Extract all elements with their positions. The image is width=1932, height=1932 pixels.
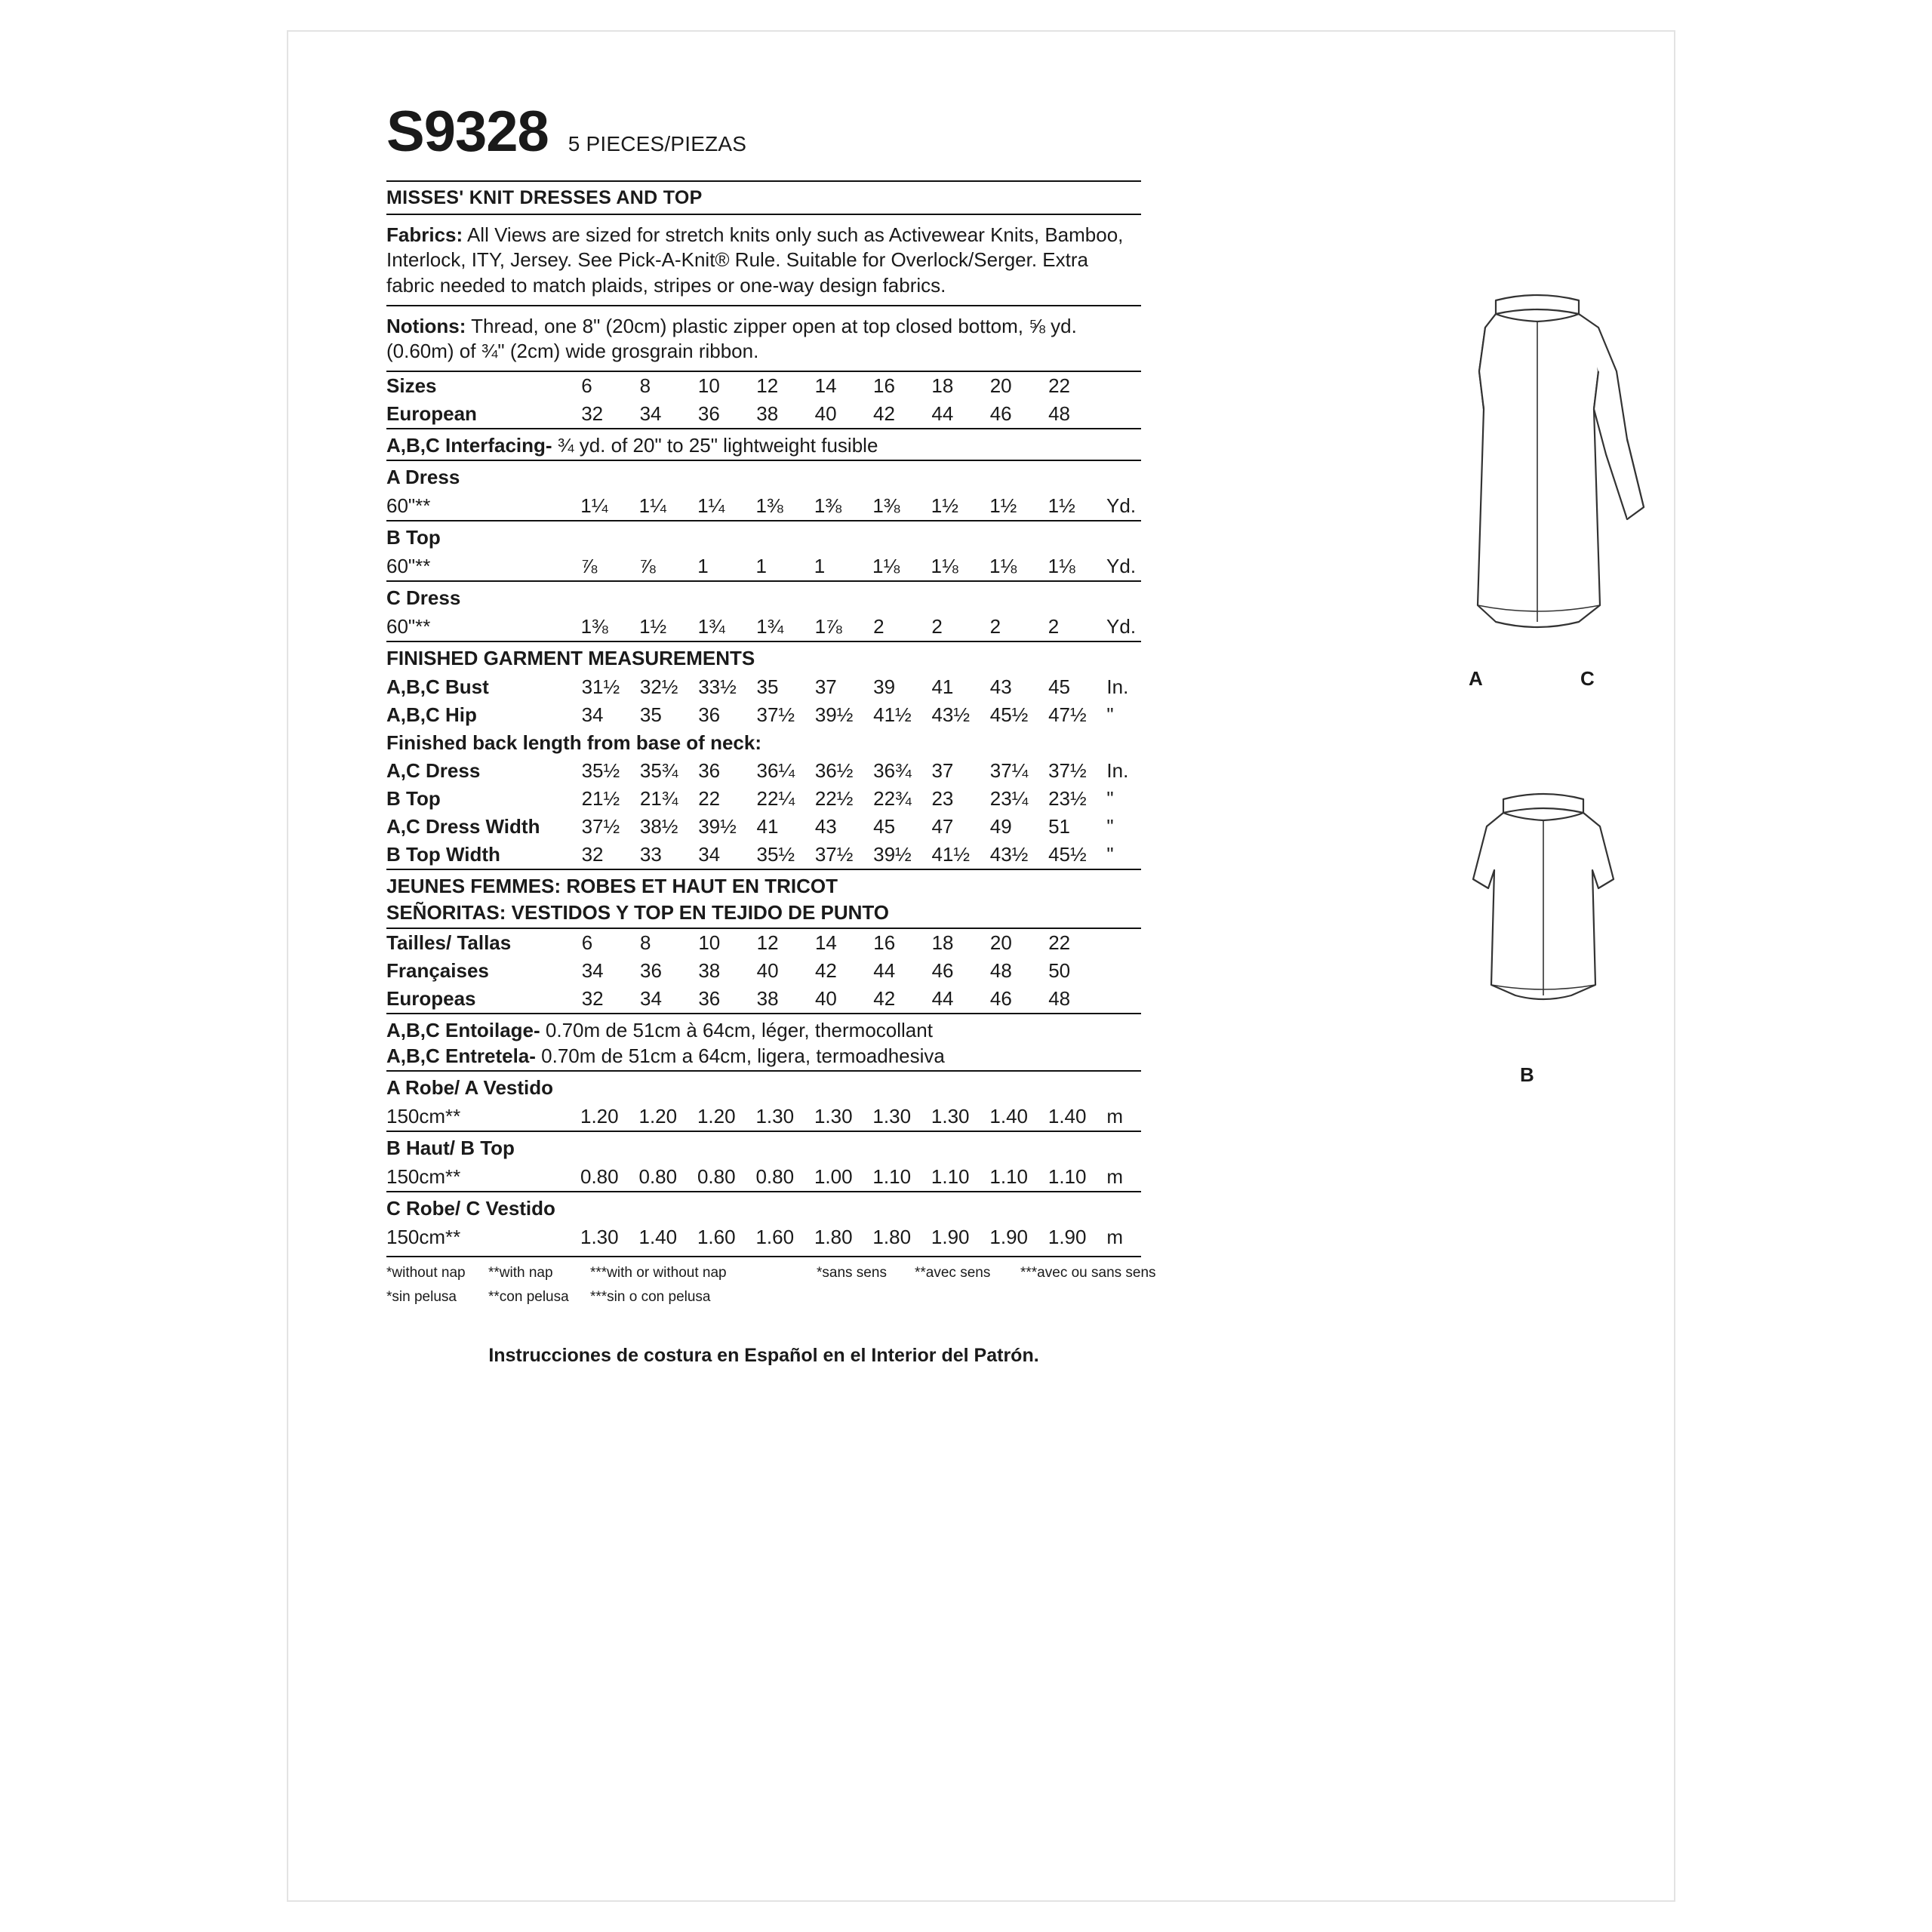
measure-cell: 23½: [1048, 787, 1087, 811]
fabric-width-label: 60"**: [386, 555, 431, 578]
intl-size-cell: 20: [989, 931, 1012, 955]
size-cell: 20: [989, 374, 1012, 398]
view-a-dress-heading: A Dress: [386, 466, 460, 489]
measure-cell: 37½: [581, 815, 620, 838]
yardage-cell: ⅞: [580, 555, 598, 578]
fabric-width-label: 60"**: [386, 494, 431, 518]
meterage-cell: 1.10: [989, 1165, 1028, 1189]
size-cell: 8: [639, 374, 651, 398]
yardage-cell: 1½: [931, 494, 958, 518]
measure-cell: 51: [1048, 815, 1070, 838]
intl-size-cell: 14: [814, 931, 837, 955]
footnote-es-3: ***sin o con pelusa: [590, 1289, 711, 1306]
footnote-fr-2: **avec sens: [915, 1265, 991, 1281]
intl-size-cell: 48: [989, 959, 1012, 983]
measure-cell: 31½: [581, 675, 620, 699]
yardage-cell: 1⅛: [931, 555, 958, 578]
footnote-en-2: **with nap: [488, 1265, 553, 1281]
measure-cell: 37½: [756, 703, 795, 727]
measure-cell: 37: [931, 759, 954, 783]
size-cell: 36: [697, 402, 720, 426]
table-row: [386, 957, 1141, 985]
measure-cell: 36¾: [873, 759, 912, 783]
table-row: [386, 785, 1141, 813]
measure-cell: 33: [639, 843, 662, 866]
meterage-cell: 1.10: [1048, 1165, 1087, 1189]
view-c-robe-heading: C Robe/ C Vestido: [386, 1197, 555, 1220]
intl-size-cell: 50: [1048, 959, 1071, 983]
measure-cell: 43½: [931, 703, 971, 727]
pattern-title-row: [386, 180, 1141, 215]
intl-size-cell: 40: [814, 987, 837, 1011]
yardage-unit: Yd.: [1106, 555, 1137, 578]
measure-cell: 45½: [1048, 843, 1087, 866]
measure-cell: 45: [1048, 675, 1070, 699]
yardage-cell: 1½: [989, 494, 1017, 518]
measure-cell: 39½: [814, 703, 854, 727]
yardage-unit: Yd.: [1106, 494, 1137, 518]
measure-cell: 37: [814, 675, 837, 699]
yardage-cell: 1¾: [756, 615, 784, 638]
measure-cell: 39: [873, 675, 896, 699]
intl-size-cell: 42: [873, 987, 896, 1011]
measure-cell: 36: [698, 759, 721, 783]
intl-size-unit: [1107, 928, 1142, 957]
measure-cell: 36: [698, 703, 721, 727]
finished-measurements-heading: FINISHED GARMENT MEASUREMENTS: [386, 647, 755, 670]
intl-size-cell: 44: [931, 987, 954, 1011]
intl-size-unit: [1107, 957, 1142, 985]
table-row-european: [386, 400, 1141, 429]
measure-cell: 23: [931, 787, 954, 811]
measure-cell: 39½: [698, 815, 737, 838]
measure-label: A,C Dress: [386, 759, 481, 783]
table-row: [386, 985, 1141, 1014]
measure-cell: 36½: [814, 759, 854, 783]
measure-label: B Top Width: [386, 843, 500, 866]
intl-size-cell: 22: [1048, 931, 1071, 955]
yardage-cell: 1: [755, 555, 767, 578]
table-row: [386, 552, 1141, 581]
intl-size-cell: 18: [931, 931, 954, 955]
measure-cell: 22¾: [873, 787, 912, 811]
interfacing-label: A,B,C Interfacing-: [386, 434, 552, 457]
intl-size-label: Tailles/ Tallas: [386, 931, 512, 955]
measure-cell: 43½: [989, 843, 1029, 866]
measure-cell: 43: [814, 815, 837, 838]
fabrics-paragraph: [386, 215, 1141, 306]
meterage-cell: 0.80: [697, 1165, 736, 1189]
meterage-cell: 1.40: [638, 1226, 678, 1249]
yardage-cell: 1⅜: [755, 494, 783, 518]
table-row: [386, 841, 1141, 869]
finished-measurements-table: [386, 673, 1141, 870]
table-row: [386, 928, 1141, 957]
yardage-cell: 1¼: [638, 494, 666, 518]
table-row: [386, 701, 1141, 729]
intl-size-cell: 8: [640, 931, 651, 955]
title-french: JEUNES FEMMES: ROBES ET HAUT EN TRICOT: [386, 875, 838, 898]
measure-cell: 23¼: [989, 787, 1029, 811]
measure-cell: 22: [698, 787, 721, 811]
yardage-cell: 1¼: [580, 494, 608, 518]
yardage-cell: 1⅜: [872, 494, 900, 518]
intl-size-cell: 36: [698, 987, 721, 1011]
footnote-es-2: **con pelusa: [488, 1289, 569, 1306]
measure-label: A,C Dress Width: [386, 815, 540, 838]
intl-size-cell: 6: [581, 931, 593, 955]
fabrics-label: Fabrics:: [386, 223, 463, 246]
table-row: [386, 673, 1141, 701]
measure-cell: 37½: [1048, 759, 1087, 783]
entretela-text: 0.70m de 51cm a 64cm, ligera, termoadhesiva: [535, 1044, 945, 1068]
measure-cell: 34: [581, 703, 604, 727]
measure-cell: 39½: [873, 843, 912, 866]
measure-cell: 32: [581, 843, 604, 866]
figure-dress-ac: [1466, 281, 1737, 703]
intl-size-cell: 36: [640, 959, 662, 983]
meterage-cell: 0.80: [580, 1165, 619, 1189]
meterage-cell: 1.80: [814, 1226, 853, 1249]
measure-label: A,B,C Bust: [386, 675, 489, 699]
meterage-cell: 1.30: [931, 1105, 970, 1128]
intl-size-cell: 42: [814, 959, 837, 983]
meterage-cell: 1.30: [814, 1105, 853, 1128]
intl-size-cell: 40: [756, 959, 779, 983]
size-cell: 48: [1048, 402, 1070, 426]
yardage-cell: 1⅜: [814, 494, 842, 518]
intl-size-cell: 34: [581, 959, 604, 983]
measure-cell: 41½: [931, 843, 971, 866]
meterage-cell: 1.20: [697, 1105, 736, 1128]
measure-cell: 34: [698, 843, 721, 866]
yardage-cell: 1⅛: [989, 555, 1017, 578]
yardage-cell: 1½: [1048, 494, 1075, 518]
yardage-cell: 2: [931, 615, 943, 638]
measure-cell: 22¼: [756, 787, 795, 811]
size-unit: [1106, 372, 1141, 400]
yardage-cell: 1: [814, 555, 826, 578]
sizes-row-label: Sizes: [386, 374, 437, 398]
measure-cell: 41: [756, 815, 779, 838]
size-cell: 44: [931, 402, 954, 426]
yardage-cell: 1¼: [697, 494, 725, 518]
footnote-fr-1: *sans sens: [817, 1265, 887, 1281]
measure-cell: 43: [989, 675, 1012, 699]
measure-unit: ": [1106, 843, 1114, 866]
entoilage-label: A,B,C Entoilage-: [386, 1019, 540, 1042]
intl-size-cell: 10: [698, 931, 721, 955]
meterage-cell: 1.10: [931, 1165, 970, 1189]
table-row: [386, 1163, 1141, 1192]
view-b-haut-yardage: [386, 1163, 1141, 1192]
meterage-cell: 1.30: [755, 1105, 795, 1128]
intl-size-cell: 34: [640, 987, 662, 1011]
size-cell: 12: [756, 374, 779, 398]
meterage-cell: 1.60: [755, 1226, 795, 1249]
view-c-dress-heading: C Dress: [386, 586, 461, 610]
meterage-cell: 1.40: [989, 1105, 1028, 1128]
intl-size-label: Europeas: [386, 987, 476, 1011]
table-row: [386, 1103, 1141, 1131]
notions-text: Thread, one 8" (20cm) plastic zipper open at top closed bottom, ⅝ yd. (0.60m) of ¾" (2cm) wide grosgrain ribbon.: [386, 314, 1077, 363]
notions-paragraph: [386, 306, 1141, 373]
table-row: [386, 1223, 1141, 1251]
table-row: [386, 813, 1141, 841]
measure-cell: 47: [931, 815, 954, 838]
top-line-drawing: [1466, 783, 1737, 1069]
meterage-cell: 1.10: [872, 1165, 912, 1189]
measure-cell: 36¼: [756, 759, 795, 783]
intl-size-cell: 16: [873, 931, 896, 955]
measure-cell: 37¼: [989, 759, 1029, 783]
view-b-top-heading: B Top: [386, 526, 441, 549]
measure-cell: 33½: [698, 675, 737, 699]
fabric-width-label: 60"**: [386, 615, 431, 638]
meterage-unit: m: [1106, 1165, 1124, 1189]
yardage-cell: 1⅜: [580, 615, 608, 638]
yardage-unit: Yd.: [1106, 615, 1137, 638]
intl-size-cell: 38: [756, 987, 779, 1011]
size-cell: 42: [873, 402, 895, 426]
yardage-cell: 1: [697, 555, 709, 578]
fabrics-text: All Views are sized for stretch knits only such as Activewear Knits, Bamboo, Interlock, ITY, Jersey. See Pick-A-Knit® Rule. Suitable for Overlock/Serger. Extra fabric needed to match plaids, stripes or one-way design fabrics.: [386, 223, 1124, 297]
intl-size-cell: 44: [873, 959, 896, 983]
table-row: [386, 492, 1141, 521]
intl-size-cell: 46: [989, 987, 1012, 1011]
yardage-cell: 2: [873, 615, 884, 638]
measure-cell: 35½: [581, 759, 620, 783]
interfacing-line: [386, 429, 1141, 461]
figure-caption-b: B: [1520, 1063, 1534, 1086]
measure-cell: 35¾: [639, 759, 678, 783]
measure-label: A,B,C Hip: [386, 703, 477, 727]
footnote-es-1: *sin pelusa: [386, 1289, 457, 1306]
intl-size-label: Françaises: [386, 959, 489, 983]
measure-unit: In.: [1106, 675, 1129, 699]
fabric-width-label: 150cm**: [386, 1165, 461, 1189]
size-cell: 46: [989, 402, 1012, 426]
measure-cell: 35: [639, 703, 662, 727]
meterage-cell: 1.20: [580, 1105, 619, 1128]
measure-cell: 45½: [989, 703, 1029, 727]
intl-size-cell: 46: [931, 959, 954, 983]
yardage-cell: ⅞: [638, 555, 656, 578]
footnote-en-3: ***with or without nap: [590, 1265, 727, 1281]
title-spanish: SEÑORITAS: VESTIDOS Y TOP EN TEJIDO DE PUNTO: [386, 901, 890, 924]
measure-cell: 41½: [873, 703, 912, 727]
table-row: [386, 757, 1141, 785]
view-a-dress-yardage: [386, 492, 1141, 521]
view-c-robe-yardage: [386, 1223, 1141, 1251]
meterage-cell: 1.30: [580, 1226, 619, 1249]
spanish-instructions-note: Instrucciones de costura en Español en el Interior del Patrón.: [488, 1345, 1039, 1367]
yardage-cell: 2: [1048, 615, 1060, 638]
intl-size-cell: 12: [756, 931, 779, 955]
size-cell: 40: [814, 402, 837, 426]
fabric-width-label: 150cm**: [386, 1105, 461, 1128]
table-row: [386, 729, 1141, 757]
table-row: [386, 613, 1141, 641]
intl-size-cell: 38: [698, 959, 721, 983]
page-title: MISSES' KNIT DRESSES AND TOP: [386, 187, 703, 208]
intl-size-cell: 48: [1048, 987, 1071, 1011]
size-cell: 32: [581, 402, 604, 426]
yardage-cell: 1⅞: [814, 615, 842, 638]
garment-illustrations: [1466, 281, 1737, 1100]
header: [386, 100, 1473, 164]
meterage-cell: 1.40: [1048, 1105, 1087, 1128]
meterage-cell: 1.30: [872, 1105, 912, 1128]
back-length-label: Finished back length from base of neck:: [386, 731, 761, 755]
entoilage-line: [386, 1014, 1141, 1044]
meterage-cell: 1.80: [872, 1226, 912, 1249]
meterage-cell: 1.20: [638, 1105, 678, 1128]
footnotes: [386, 1256, 1156, 1315]
pattern-number: S9328: [386, 100, 549, 164]
size-cell: 34: [639, 402, 662, 426]
notions-label: Notions:: [386, 314, 466, 337]
entoilage-text: 0.70m de 51cm à 64cm, léger, thermocollant: [540, 1019, 933, 1042]
pieces-count: 5 PIECES/PIEZAS: [568, 132, 747, 155]
measure-unit: ": [1106, 703, 1114, 727]
european-row-label: European: [386, 402, 477, 426]
intl-size-unit: [1107, 985, 1142, 1014]
view-a-robe-heading: A Robe/ A Vestido: [386, 1076, 554, 1100]
fabric-width-label: 150cm**: [386, 1226, 461, 1249]
measure-cell: 21¾: [639, 787, 678, 811]
view-c-dress-yardage: [386, 613, 1141, 642]
footnote-fr-3: ***avec ou sans sens: [1020, 1265, 1156, 1281]
intl-size-cell: 32: [581, 987, 604, 1011]
yardage-cell: 1½: [639, 615, 667, 638]
meterage-cell: 1.00: [814, 1165, 853, 1189]
size-cell: 16: [873, 374, 895, 398]
measure-cell: 38½: [639, 815, 678, 838]
size-cell: 22: [1048, 374, 1070, 398]
measure-cell: 32½: [639, 675, 678, 699]
figure-caption-a: A: [1469, 667, 1483, 690]
measure-cell: 35: [756, 675, 779, 699]
entretela-label: A,B,C Entretela-: [386, 1044, 536, 1068]
size-cell: 18: [931, 374, 954, 398]
meterage-cell: 1.90: [989, 1226, 1028, 1249]
figure-top-b: [1466, 783, 1737, 1100]
pattern-content: [386, 100, 1473, 1367]
measure-label: B Top: [386, 787, 441, 811]
size-cell: 10: [697, 374, 720, 398]
meterage-unit: m: [1106, 1226, 1124, 1249]
meterage-cell: 0.80: [755, 1165, 795, 1189]
table-row-sizes: [386, 372, 1141, 400]
measure-cell: 41: [931, 675, 954, 699]
yardage-cell: 1⅛: [872, 555, 900, 578]
measure-cell: 37½: [814, 843, 854, 866]
entretela-line: [386, 1044, 1141, 1072]
sizes-table: [386, 372, 1141, 429]
measure-cell: 22½: [814, 787, 854, 811]
footnote-en-1: *without nap: [386, 1265, 466, 1281]
view-b-top-yardage: [386, 552, 1141, 582]
size-cell: 14: [814, 374, 837, 398]
yardage-cell: 2: [989, 615, 1001, 638]
dress-line-drawing: [1466, 281, 1737, 673]
size-cell: 6: [581, 374, 592, 398]
measure-unit: ": [1106, 787, 1114, 811]
measure-cell: 47½: [1048, 703, 1087, 727]
measure-cell: 45: [873, 815, 896, 838]
intl-sizes-table: [386, 928, 1141, 1014]
measure-unit: In.: [1106, 759, 1129, 783]
measure-cell: 21½: [581, 787, 620, 811]
measure-cell: 49: [989, 815, 1012, 838]
size-cell: 38: [756, 402, 779, 426]
measure-cell: 35½: [756, 843, 795, 866]
view-a-robe-yardage: [386, 1103, 1141, 1132]
yardage-cell: 1¾: [697, 615, 725, 638]
meterage-cell: 1.90: [1048, 1226, 1087, 1249]
pattern-envelope-page: [287, 30, 1675, 1902]
meterage-cell: 0.80: [638, 1165, 678, 1189]
view-b-haut-heading: B Haut/ B Top: [386, 1137, 515, 1160]
yardage-cell: 1⅛: [1048, 555, 1075, 578]
meterage-cell: 1.90: [931, 1226, 970, 1249]
meterage-unit: m: [1106, 1105, 1124, 1128]
measure-unit: ": [1106, 815, 1114, 838]
meterage-cell: 1.60: [697, 1226, 736, 1249]
interfacing-text: ¾ yd. of 20" to 25" lightweight fusible: [552, 434, 878, 457]
figure-caption-c: C: [1580, 667, 1595, 690]
size-unit: [1106, 400, 1141, 429]
